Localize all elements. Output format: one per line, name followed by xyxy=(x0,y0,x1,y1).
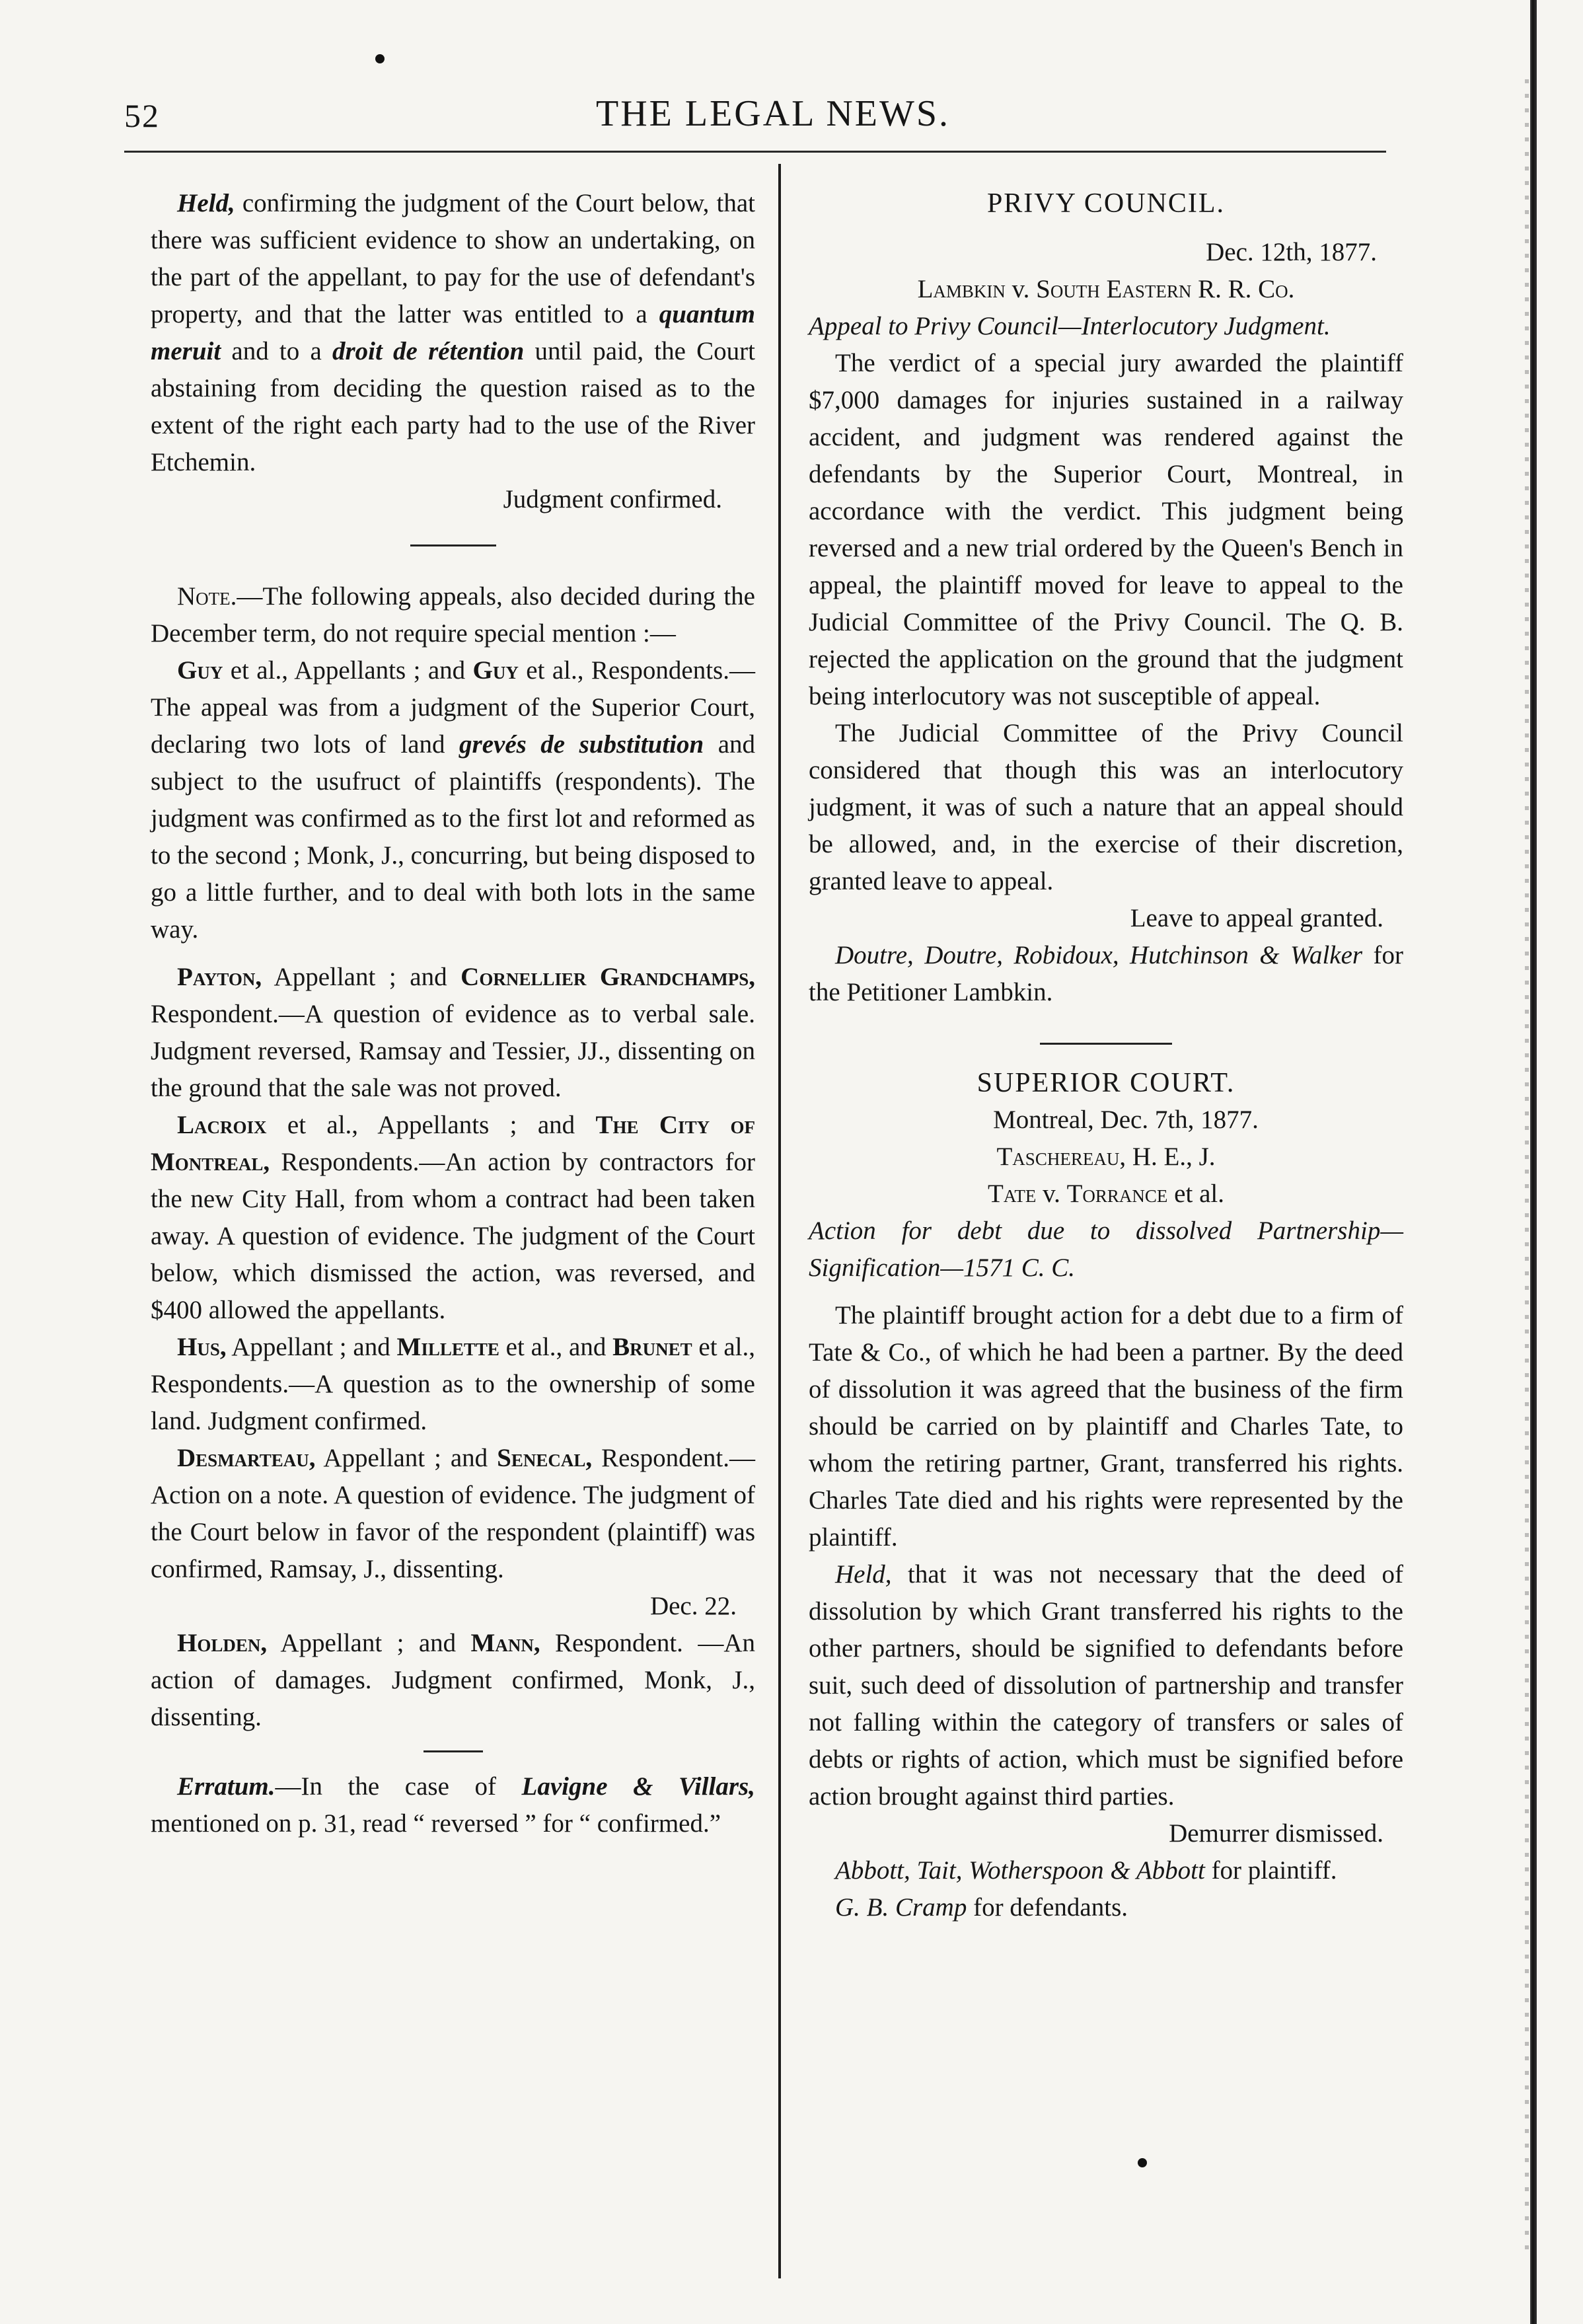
counsel-names: Doutre, Doutre, Robidoux, Hutchinson & Walker xyxy=(835,941,1363,969)
erratum-paragraph xyxy=(151,1768,755,1842)
party-name: Millette xyxy=(396,1333,499,1361)
text-run: Appellant ; and xyxy=(267,1629,471,1657)
text-run: Appellant ; and xyxy=(226,1333,397,1361)
case-guy xyxy=(151,652,755,948)
superior-case-subtitle: Action for debt due to dissolved Partnership—Signification—1571 C. C. xyxy=(809,1217,1403,1282)
date-dec22: Dec. 22. xyxy=(649,1592,737,1620)
party-name: Guy xyxy=(472,656,519,685)
demurrer-dismissed: Demurrer dismissed. xyxy=(1169,1819,1383,1848)
text-run: for plaintiff. xyxy=(1204,1856,1337,1885)
erratum-label: Erratum. xyxy=(177,1772,276,1801)
counsel-names: G. B. Cramp xyxy=(835,1893,967,1922)
text-run: et al., Appellants ; and xyxy=(266,1111,596,1139)
case-holden xyxy=(151,1625,755,1736)
ink-speck xyxy=(375,54,385,63)
privy-case-subtitle: Appeal to Privy Council—Interlocutory Judgment. xyxy=(809,312,1331,340)
text-run: et al. xyxy=(1167,1180,1224,1208)
text-run: Respondent.—Action on a note. A question of evidence. The judgment of the Court below in favor of the respondent (plaintiff) was confirmed, Ramsay, J., dissenting. xyxy=(151,1444,755,1583)
privy-council-heading: PRIVY COUNCIL. xyxy=(986,188,1226,219)
superior-court-heading: SUPERIOR COURT. xyxy=(976,1068,1235,1098)
case-desmarteau xyxy=(151,1440,755,1588)
superior-court-date: Montreal, Dec. 7th, 1877. xyxy=(993,1106,1259,1134)
section-rule xyxy=(410,544,496,546)
party-name: Lacroix xyxy=(177,1111,267,1139)
text-run: et al., and xyxy=(499,1333,613,1361)
case-payton xyxy=(151,959,755,1107)
privy-paragraph-1: The verdict of a special jury awarded the plaintiff $7,000 damages for injuries sustained in a railway accident, and judgment was rendered against the defendants by the Superior Court, Montreal, in accordance with the verdict. This judgment being reversed and a new trial ordered by the Queen's Bench in appeal, the plaintiff moved for leave to appeal to the Judicial Committee of the Privy Council. The Q. B. rejected the application on the ground that the judgment being interlocutory was not susceptible of appeal. xyxy=(809,349,1403,710)
text-run: for defendants. xyxy=(967,1893,1128,1922)
text-run: that it was not necessary that the deed of dissolution by which Grant transferred his rights to the other partners, should be signified to defendants before suit, such deed of dissolution of partnership and transfer not falling within the category of transfers or sales of debts or rights of action, which must be signified before action brought against third parties. xyxy=(809,1560,1403,1811)
party-name: Tate xyxy=(988,1180,1037,1208)
text-run: v. xyxy=(1036,1180,1067,1208)
text-run: et al., Respondents.—The appeal was from a judgment of the Superior Court, declaring two lots of land xyxy=(151,656,755,759)
ink-speck xyxy=(1138,2158,1147,2167)
text-run: confirming the judgment of the Court below, that there was sufficient evidence to show an undertaking, on the part of the appellant, to pay for the use of defendant's property, and that the latter was entitled to a xyxy=(151,189,755,328)
party-name: Desmarteau, xyxy=(177,1444,316,1472)
party-name: Lambkin xyxy=(917,275,1006,303)
page-number: 52 xyxy=(124,97,160,134)
latin-term: quantum meruit xyxy=(151,300,755,365)
note-paragraph xyxy=(151,578,755,652)
counsel-names: Abbott, Tait, Wotherspoon & Abbott xyxy=(835,1856,1205,1885)
section-rule xyxy=(423,1750,483,1752)
superior-paragraph-2 xyxy=(809,1556,1403,1815)
party-name: The City of Montreal, xyxy=(151,1111,755,1176)
text-run: —The following appeals, also decided during the December term, do not require special mention :— xyxy=(151,582,755,648)
judge-line xyxy=(809,1139,1403,1176)
text-run: et al., Respondents.—A question as to the ownership of some land. Judgment confirmed. xyxy=(151,1333,755,1435)
superior-case-title xyxy=(809,1176,1403,1213)
text-run: H. E., J. xyxy=(1126,1143,1216,1171)
party-name: Mann, xyxy=(470,1629,540,1657)
judgment-confirmed: Judgment confirmed. xyxy=(503,485,722,513)
superior-paragraph-1: The plaintiff brought action for a debt due to a firm of Tate & Co., of which he had been a partner. By the deed of dissolution it was agreed that the business of the firm should be carried on by plaintiff and Charles Tate, to whom the retiring partner, Grant, transferred his rights. Charles Tate died and his rights were represented by the plaintiff. xyxy=(809,1301,1403,1552)
party-name: Brunet xyxy=(612,1333,692,1361)
french-term: grevés de substitution xyxy=(459,730,704,759)
leave-granted: Leave to appeal granted. xyxy=(1130,904,1383,932)
case-hus xyxy=(151,1329,755,1440)
case-lacroix xyxy=(151,1107,755,1329)
party-name: Cornellier Grandchamps, xyxy=(460,963,755,991)
party-name: Guy xyxy=(177,656,223,685)
held-label: Held, xyxy=(177,189,235,217)
binding-edge-shadow xyxy=(1525,79,1529,2260)
spacer xyxy=(809,1287,1403,1297)
french-term: droit de rétention xyxy=(332,337,525,365)
party-name: Hus, xyxy=(177,1333,227,1361)
note-label: Note. xyxy=(177,582,237,611)
running-title: THE LEGAL NEWS. xyxy=(596,93,950,134)
text-run: Appellant ; and xyxy=(315,1444,497,1472)
header-rule xyxy=(124,151,1386,153)
column-divider xyxy=(778,164,781,2278)
text-run: v. xyxy=(1005,275,1037,303)
text-run: and to a xyxy=(221,337,332,365)
right-column xyxy=(809,185,1403,1926)
held-label: Held, xyxy=(835,1560,892,1589)
privy-case-title xyxy=(809,271,1403,308)
defendant-counsel xyxy=(809,1889,1403,1926)
text-run: Respondents.—An action by contractors for the new City Hall, from whom a contract had been taken away. A question of evidence. The judgment of the Court below, which dismissed the action, was reversed, and $400 allowed the appellants. xyxy=(151,1148,755,1324)
judge-name: Taschereau, xyxy=(996,1143,1126,1171)
party-name: Senecal, xyxy=(497,1444,593,1472)
section-rule xyxy=(1040,1043,1172,1045)
text-run: and subject to the usufruct of plaintiffs (respondents). The judgment was confirmed as to the first lot and reformed as to the second ; Monk, J., concurring, but being disposed to go a little further, and to deal with both lots in the same way. xyxy=(151,730,756,944)
spacer xyxy=(151,948,755,959)
text-run: until paid, the Court abstaining from deciding the question raised as to the extent of the right each party had to the use of the River Etchemin. xyxy=(151,337,755,476)
held-paragraph xyxy=(151,185,755,481)
text-run: Appellant ; and xyxy=(262,963,461,991)
privy-counsel xyxy=(809,937,1403,1011)
page-header xyxy=(0,85,1467,164)
binding-edge xyxy=(1530,0,1537,2324)
left-column xyxy=(151,185,755,1842)
privy-council-date: Dec. 12th, 1877. xyxy=(1206,238,1377,266)
text-run: for the Petitioner Lambkin. xyxy=(809,941,1403,1006)
text-run: Respondent. —An action of damages. Judgment confirmed, Monk, J., dissenting. xyxy=(151,1629,755,1731)
plaintiff-counsel xyxy=(809,1852,1403,1889)
party-name: Holden, xyxy=(177,1629,268,1657)
text-run: —In the case of xyxy=(275,1772,522,1801)
party-name: South Eastern R. R. Co. xyxy=(1036,275,1295,303)
text-run: et al., Appellants ; and xyxy=(223,656,473,685)
text-run: mentioned on p. 31, read “ reversed ” for “ confirmed.” xyxy=(151,1809,721,1838)
party-name: Torrance xyxy=(1066,1180,1168,1208)
text-run: Respondent.—A question of evidence as to verbal sale. Judgment reversed, Ramsay and Tessier, JJ., dissenting on the ground that the sale was not proved. xyxy=(151,1000,755,1102)
privy-paragraph-2: The Judicial Committee of the Privy Council considered that though this was an interlocutory judgment, it was of such a nature that an appeal should be allowed, and, in the exercise of their discretion, granted leave to appeal. xyxy=(809,719,1403,895)
case-name: Lavigne & Villars, xyxy=(521,1772,755,1801)
party-name: Payton, xyxy=(177,963,262,991)
